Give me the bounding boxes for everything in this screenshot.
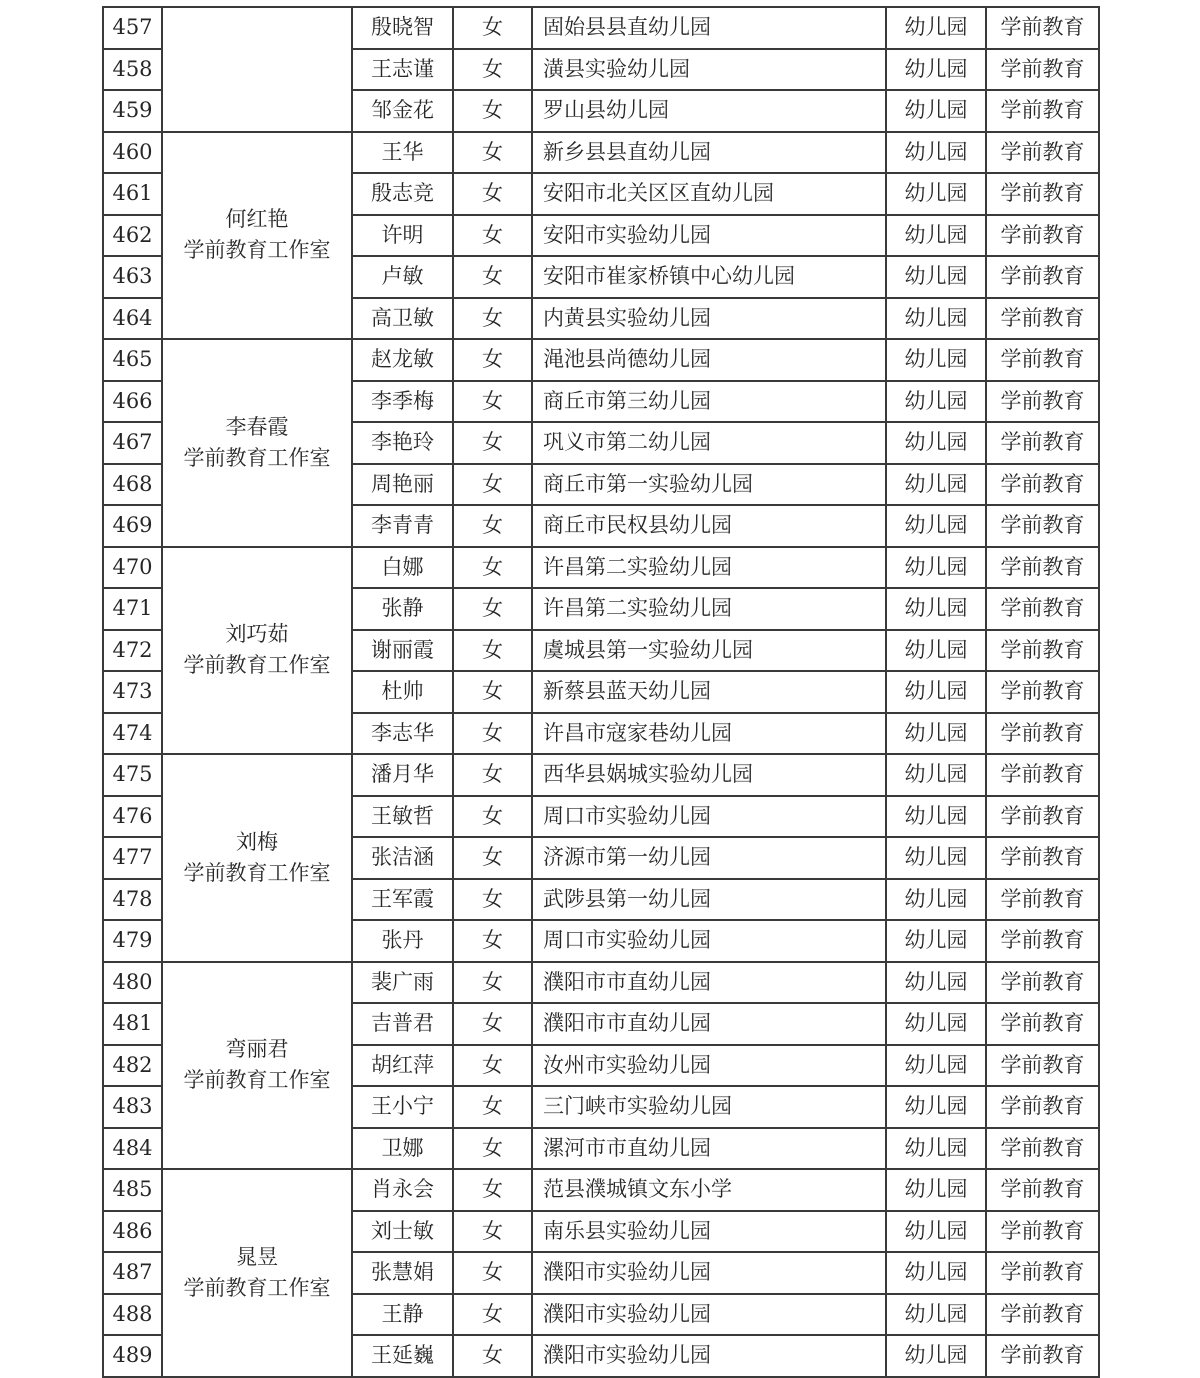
cell-subject: 学前教育 [986,1086,1099,1128]
table-row [103,7,1099,49]
cell-number: 487 [103,1252,162,1294]
cell-name: 张慧娟 [352,1252,453,1294]
cell-subject: 学前教育 [986,381,1099,423]
cell-name: 赵龙敏 [352,339,453,381]
cell-number: 466 [103,381,162,423]
cell-number: 477 [103,837,162,879]
cell-level: 幼儿园 [886,215,986,257]
cell-level: 幼儿园 [886,588,986,630]
cell-number: 480 [103,962,162,1004]
cell-school: 固始县县直幼儿园 [532,7,886,49]
cell-name: 殷晓智 [352,7,453,49]
cell-school: 漯河市市直幼儿园 [532,1128,886,1170]
studio-type: 学前教育工作室 [183,860,331,885]
cell-gender: 女 [453,1211,532,1253]
cell-number: 476 [103,796,162,838]
cell-gender: 女 [453,920,532,962]
cell-name: 张静 [352,588,453,630]
cell-level: 幼儿园 [886,837,986,879]
cell-school: 新蔡县蓝天幼儿园 [532,671,886,713]
cell-subject: 学前教育 [986,505,1099,547]
cell-subject: 学前教育 [986,1335,1099,1377]
cell-name: 殷志竞 [352,173,453,215]
cell-subject: 学前教育 [986,173,1099,215]
cell-name: 王延巍 [352,1335,453,1377]
cell-school: 濮阳市实验幼儿园 [532,1252,886,1294]
cell-name: 刘士敏 [352,1211,453,1253]
cell-gender: 女 [453,1335,532,1377]
cell-number: 483 [103,1086,162,1128]
cell-subject: 学前教育 [986,7,1099,49]
cell-gender: 女 [453,505,532,547]
cell-gender: 女 [453,49,532,91]
cell-number: 471 [103,588,162,630]
cell-subject: 学前教育 [986,132,1099,174]
cell-number: 457 [103,7,162,49]
cell-number: 486 [103,1211,162,1253]
cell-subject: 学前教育 [986,547,1099,589]
roster-table [102,6,1100,1378]
cell-level: 幼儿园 [886,1128,986,1170]
cell-name: 卢敏 [352,256,453,298]
cell-school: 新乡县县直幼儿园 [532,132,886,174]
cell-number: 469 [103,505,162,547]
cell-level: 幼儿园 [886,1086,986,1128]
cell-name: 许明 [352,215,453,257]
cell-number: 475 [103,754,162,796]
cell-level: 幼儿园 [886,630,986,672]
studio-type: 学前教育工作室 [183,238,331,263]
cell-name: 张丹 [352,920,453,962]
cell-subject: 学前教育 [986,256,1099,298]
cell-level: 幼儿园 [886,339,986,381]
cell-school: 汝州市实验幼儿园 [532,1045,886,1087]
cell-subject: 学前教育 [986,90,1099,132]
cell-level: 幼儿园 [886,173,986,215]
cell-gender: 女 [453,1169,532,1211]
cell-school: 濮阳市实验幼儿园 [532,1335,886,1377]
cell-studio [162,754,352,962]
cell-studio [162,132,352,340]
cell-level: 幼儿园 [886,1211,986,1253]
cell-level: 幼儿园 [886,90,986,132]
cell-name: 裴广雨 [352,962,453,1004]
cell-level: 幼儿园 [886,7,986,49]
cell-name: 王小宁 [352,1086,453,1128]
table-row [103,132,1099,174]
cell-level: 幼儿园 [886,1045,986,1087]
cell-subject: 学前教育 [986,1211,1099,1253]
cell-level: 幼儿园 [886,796,986,838]
cell-level: 幼儿园 [886,1252,986,1294]
cell-name: 潘月华 [352,754,453,796]
cell-name: 肖永会 [352,1169,453,1211]
cell-subject: 学前教育 [986,588,1099,630]
cell-gender: 女 [453,630,532,672]
cell-number: 461 [103,173,162,215]
cell-name: 王敏哲 [352,796,453,838]
cell-level: 幼儿园 [886,132,986,174]
cell-name: 胡红萍 [352,1045,453,1087]
cell-subject: 学前教育 [986,1045,1099,1087]
cell-number: 485 [103,1169,162,1211]
cell-school: 潢县实验幼儿园 [532,49,886,91]
cell-school: 濮阳市实验幼儿园 [532,1294,886,1336]
cell-name: 杜帅 [352,671,453,713]
cell-school: 周口市实验幼儿园 [532,920,886,962]
cell-level: 幼儿园 [886,962,986,1004]
cell-school: 许昌第二实验幼儿园 [532,547,886,589]
cell-subject: 学前教育 [986,1294,1099,1336]
cell-level: 幼儿园 [886,1003,986,1045]
cell-subject: 学前教育 [986,464,1099,506]
cell-school: 安阳市崔家桥镇中心幼儿园 [532,256,886,298]
cell-gender: 女 [453,796,532,838]
cell-school: 周口市实验幼儿园 [532,796,886,838]
cell-name: 李青青 [352,505,453,547]
cell-level: 幼儿园 [886,547,986,589]
cell-number: 458 [103,49,162,91]
cell-school: 三门峡市实验幼儿园 [532,1086,886,1128]
cell-number: 464 [103,298,162,340]
cell-gender: 女 [453,215,532,257]
cell-school: 内黄县实验幼儿园 [532,298,886,340]
cell-number: 470 [103,547,162,589]
cell-level: 幼儿园 [886,505,986,547]
cell-level: 幼儿园 [886,298,986,340]
cell-level: 幼儿园 [886,713,986,755]
cell-level: 幼儿园 [886,49,986,91]
cell-studio [162,547,352,755]
cell-number: 459 [103,90,162,132]
cell-studio [162,962,352,1170]
cell-name: 李季梅 [352,381,453,423]
cell-gender: 女 [453,339,532,381]
cell-subject: 学前教育 [986,1252,1099,1294]
cell-level: 幼儿园 [886,381,986,423]
studio-leader: 晁昱 [236,1244,278,1269]
cell-number: 462 [103,215,162,257]
cell-subject: 学前教育 [986,422,1099,464]
cell-school: 罗山县幼儿园 [532,90,886,132]
cell-gender: 女 [453,547,532,589]
cell-gender: 女 [453,588,532,630]
cell-school: 濮阳市市直幼儿园 [532,962,886,1004]
studio-type: 学前教育工作室 [183,653,331,678]
table-row [103,962,1099,1004]
cell-level: 幼儿园 [886,1294,986,1336]
cell-gender: 女 [453,173,532,215]
cell-number: 489 [103,1335,162,1377]
cell-number: 460 [103,132,162,174]
cell-school: 安阳市实验幼儿园 [532,215,886,257]
cell-subject: 学前教育 [986,215,1099,257]
studio-type: 学前教育工作室 [183,1275,331,1300]
cell-number: 482 [103,1045,162,1087]
cell-level: 幼儿园 [886,256,986,298]
cell-level: 幼儿园 [886,879,986,921]
cell-number: 463 [103,256,162,298]
cell-number: 484 [103,1128,162,1170]
cell-studio [162,1169,352,1377]
cell-gender: 女 [453,464,532,506]
cell-subject: 学前教育 [986,1128,1099,1170]
cell-gender: 女 [453,962,532,1004]
studio-leader: 李春霞 [225,414,289,439]
cell-name: 王志谨 [352,49,453,91]
cell-studio [162,339,352,547]
cell-gender: 女 [453,90,532,132]
cell-school: 南乐县实验幼儿园 [532,1211,886,1253]
cell-gender: 女 [453,837,532,879]
cell-subject: 学前教育 [986,796,1099,838]
studio-leader: 何红艳 [225,207,289,232]
studio-leader: 弯丽君 [225,1037,289,1062]
studio-leader: 刘巧茹 [225,622,289,647]
cell-school: 渑池县尚德幼儿园 [532,339,886,381]
cell-school: 濮阳市市直幼儿园 [532,1003,886,1045]
cell-gender: 女 [453,1294,532,1336]
cell-name: 邹金花 [352,90,453,132]
cell-school: 商丘市第一实验幼儿园 [532,464,886,506]
studio-leader: 刘梅 [236,829,278,854]
cell-name: 吉普君 [352,1003,453,1045]
cell-name: 白娜 [352,547,453,589]
studio-type: 学前教育工作室 [183,1068,331,1093]
cell-subject: 学前教育 [986,837,1099,879]
cell-studio [162,7,352,132]
cell-name: 卫娜 [352,1128,453,1170]
cell-name: 张洁涵 [352,837,453,879]
cell-gender: 女 [453,879,532,921]
cell-name: 周艳丽 [352,464,453,506]
cell-level: 幼儿园 [886,920,986,962]
cell-school: 商丘市民权县幼儿园 [532,505,886,547]
cell-school: 商丘市第三幼儿园 [532,381,886,423]
cell-level: 幼儿园 [886,671,986,713]
cell-school: 许昌市寇家巷幼儿园 [532,713,886,755]
cell-school: 武陟县第一幼儿园 [532,879,886,921]
cell-gender: 女 [453,298,532,340]
cell-level: 幼儿园 [886,422,986,464]
cell-gender: 女 [453,1252,532,1294]
cell-number: 474 [103,713,162,755]
cell-school: 虞城县第一实验幼儿园 [532,630,886,672]
cell-school: 济源市第一幼儿园 [532,837,886,879]
roster-body [103,7,1099,1377]
cell-subject: 学前教育 [986,298,1099,340]
cell-subject: 学前教育 [986,671,1099,713]
cell-level: 幼儿园 [886,464,986,506]
cell-number: 479 [103,920,162,962]
cell-name: 王静 [352,1294,453,1336]
cell-subject: 学前教育 [986,339,1099,381]
table-row [103,339,1099,381]
cell-subject: 学前教育 [986,962,1099,1004]
table-row [103,754,1099,796]
cell-gender: 女 [453,671,532,713]
cell-number: 467 [103,422,162,464]
cell-subject: 学前教育 [986,49,1099,91]
cell-gender: 女 [453,1003,532,1045]
table-row [103,1169,1099,1211]
cell-subject: 学前教育 [986,879,1099,921]
cell-gender: 女 [453,381,532,423]
cell-number: 478 [103,879,162,921]
cell-name: 高卫敏 [352,298,453,340]
cell-school: 安阳市北关区区直幼儿园 [532,173,886,215]
cell-subject: 学前教育 [986,713,1099,755]
cell-name: 李艳玲 [352,422,453,464]
cell-gender: 女 [453,422,532,464]
cell-number: 468 [103,464,162,506]
cell-school: 许昌第二实验幼儿园 [532,588,886,630]
cell-number: 488 [103,1294,162,1336]
cell-name: 王军霞 [352,879,453,921]
cell-school: 巩义市第二幼儿园 [532,422,886,464]
cell-number: 481 [103,1003,162,1045]
cell-gender: 女 [453,754,532,796]
cell-gender: 女 [453,7,532,49]
cell-number: 472 [103,630,162,672]
cell-gender: 女 [453,132,532,174]
cell-school: 范县濮城镇文东小学 [532,1169,886,1211]
cell-name: 李志华 [352,713,453,755]
cell-number: 465 [103,339,162,381]
cell-subject: 学前教育 [986,1003,1099,1045]
cell-school: 西华县娲城实验幼儿园 [532,754,886,796]
cell-level: 幼儿园 [886,754,986,796]
cell-gender: 女 [453,1086,532,1128]
cell-subject: 学前教育 [986,1169,1099,1211]
cell-name: 谢丽霞 [352,630,453,672]
cell-gender: 女 [453,1128,532,1170]
cell-subject: 学前教育 [986,630,1099,672]
cell-level: 幼儿园 [886,1169,986,1211]
cell-number: 473 [103,671,162,713]
cell-gender: 女 [453,713,532,755]
cell-gender: 女 [453,1045,532,1087]
cell-subject: 学前教育 [986,754,1099,796]
cell-name: 王华 [352,132,453,174]
studio-type: 学前教育工作室 [183,445,331,470]
cell-subject: 学前教育 [986,920,1099,962]
cell-gender: 女 [453,256,532,298]
cell-level: 幼儿园 [886,1335,986,1377]
table-row [103,547,1099,589]
